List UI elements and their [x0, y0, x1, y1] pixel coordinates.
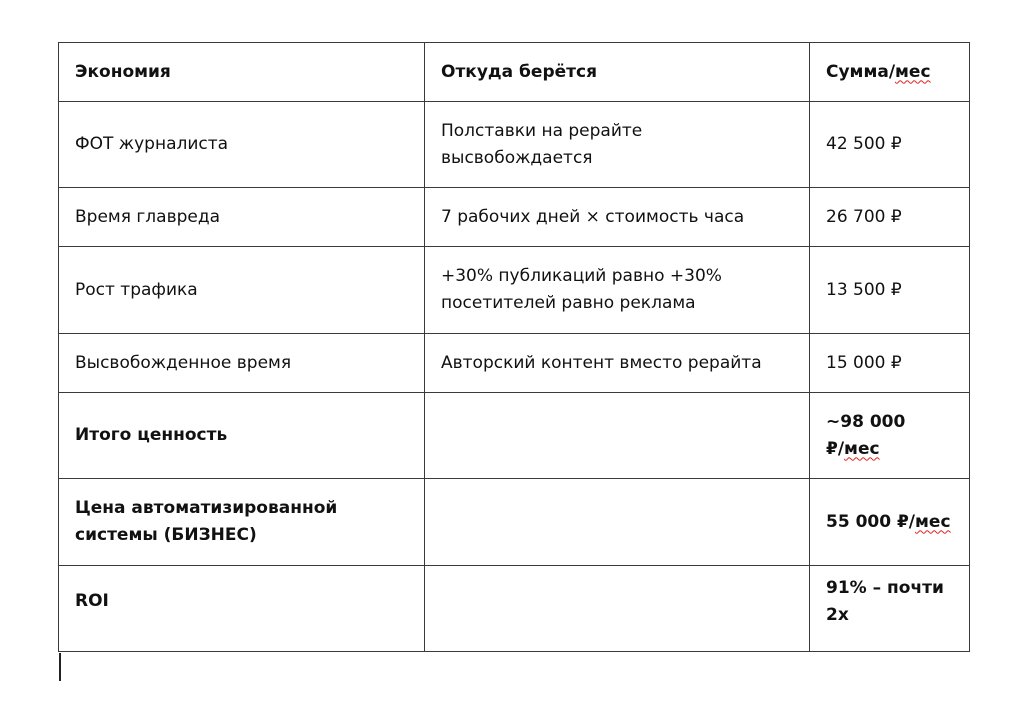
- table-header-row: [59, 43, 970, 102]
- cell-amount[interactable]: [810, 393, 970, 479]
- spellcheck-flagged-word[interactable]: мес: [844, 438, 880, 459]
- header-cell-source[interactable]: [425, 43, 810, 102]
- amount-text: 55 000 ₽/: [826, 511, 916, 532]
- table-row: [59, 102, 970, 188]
- text-cursor: [59, 653, 61, 681]
- summary-row-roi: [59, 566, 970, 652]
- cell-source[interactable]: Авторский контент вместо рерайта: [425, 334, 810, 393]
- cell-amount[interactable]: 91% – почти 2x: [810, 566, 970, 652]
- cell-item[interactable]: Высвобожденное время: [59, 334, 425, 393]
- amount-line: ~98 000: [826, 411, 906, 432]
- cell-item[interactable]: Итого ценность: [59, 393, 425, 479]
- cell-source-empty[interactable]: [425, 566, 810, 652]
- cell-item[interactable]: ROI: [59, 566, 425, 652]
- header-label: Сумма/: [826, 61, 896, 82]
- roi-table: [58, 42, 970, 652]
- cell-source[interactable]: Полставки на рерайте высвобождается: [425, 102, 810, 188]
- spellcheck-flagged-word[interactable]: мес: [915, 511, 951, 532]
- table-row: [59, 247, 970, 334]
- cell-source-empty[interactable]: [425, 393, 810, 479]
- header-label: Откуда берётся: [441, 61, 597, 82]
- table-row: [59, 334, 970, 393]
- spellcheck-flagged-word[interactable]: мес: [895, 61, 931, 82]
- header-cell-amount[interactable]: [810, 43, 970, 102]
- header-label: Экономия: [75, 61, 171, 82]
- table-row: [59, 188, 970, 247]
- cell-amount[interactable]: [810, 479, 970, 566]
- cell-amount[interactable]: 15 000 ₽: [810, 334, 970, 393]
- cell-item[interactable]: Время главреда: [59, 188, 425, 247]
- cell-amount[interactable]: 13 500 ₽: [810, 247, 970, 334]
- summary-row-price: [59, 479, 970, 566]
- cell-source[interactable]: +30% публикаций равно +30% посетителей равно реклама: [425, 247, 810, 334]
- cell-item[interactable]: Рост трафика: [59, 247, 425, 334]
- summary-row-total: [59, 393, 970, 479]
- cell-item[interactable]: Цена автоматизированной системы (БИЗНЕС): [59, 479, 425, 566]
- cell-amount[interactable]: 26 700 ₽: [810, 188, 970, 247]
- cell-source[interactable]: 7 рабочих дней × стоимость часа: [425, 188, 810, 247]
- cell-amount[interactable]: 42 500 ₽: [810, 102, 970, 188]
- header-cell-economy[interactable]: [59, 43, 425, 102]
- amount-line: ₽/: [826, 438, 845, 459]
- cell-source-empty[interactable]: [425, 479, 810, 566]
- cell-item[interactable]: ФОТ журналиста: [59, 102, 425, 188]
